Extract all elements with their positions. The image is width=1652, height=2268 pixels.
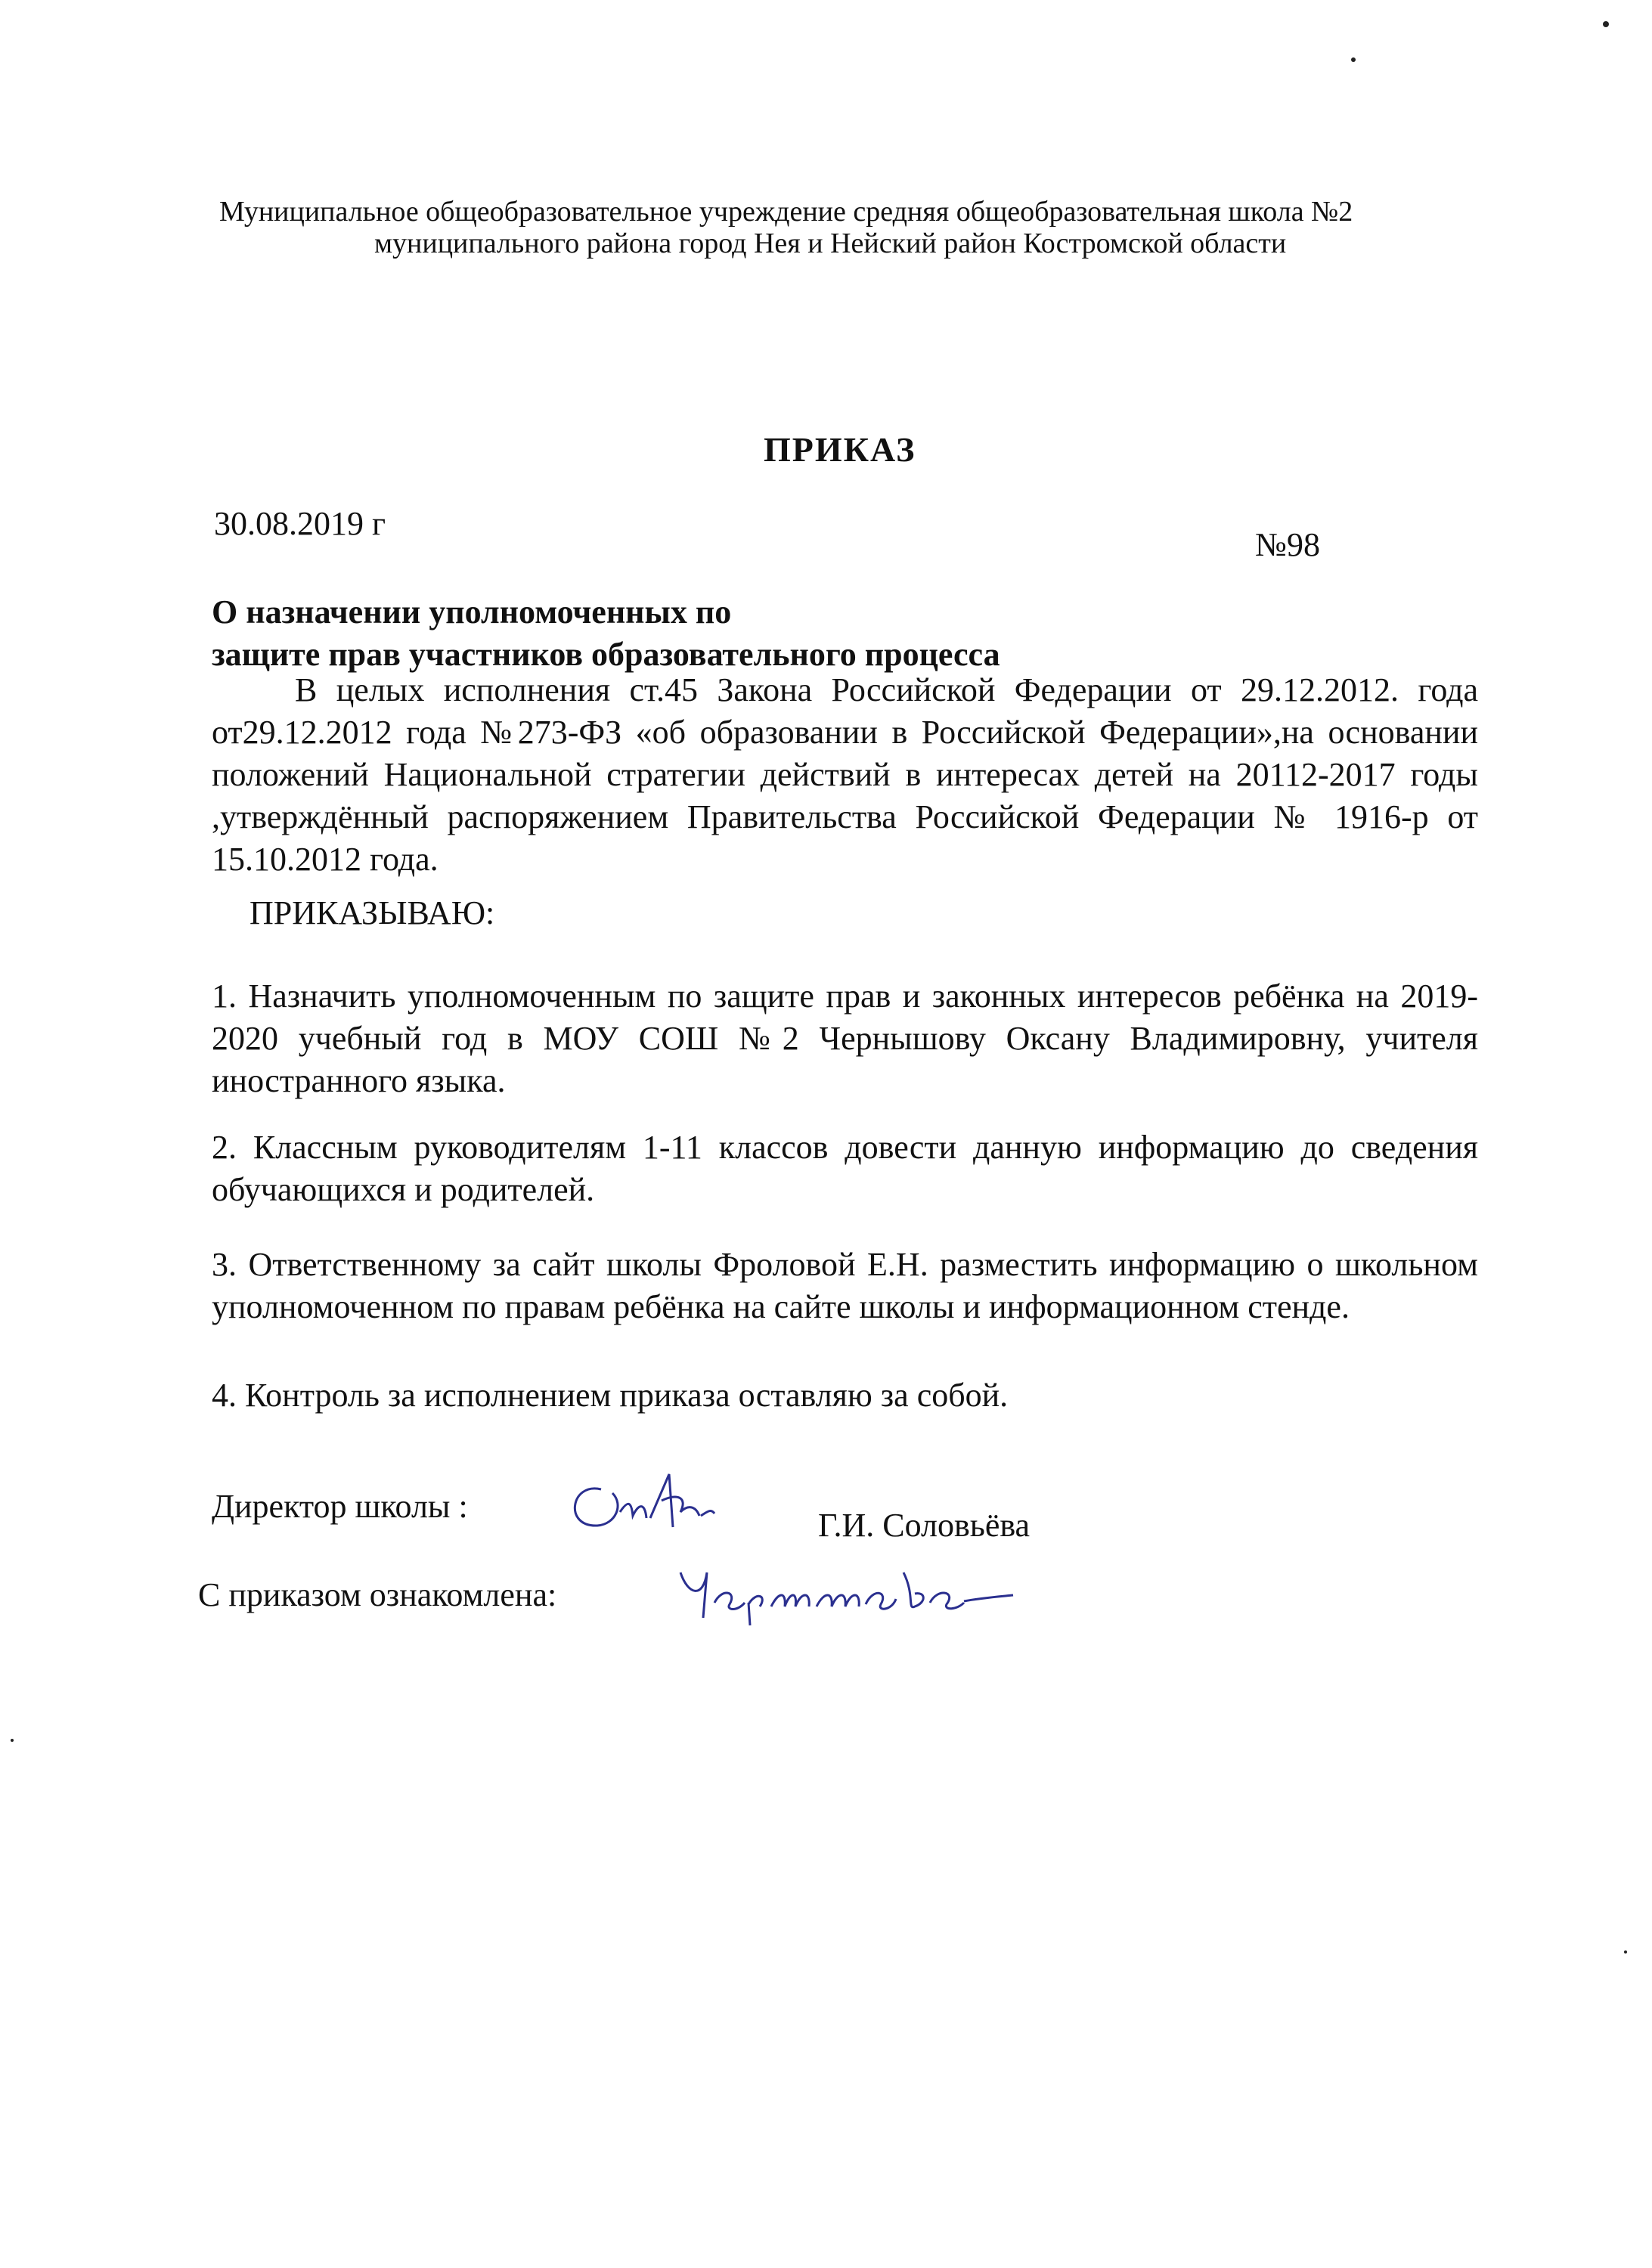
- document-title: ПРИКАЗ: [764, 430, 916, 469]
- document-subject-line-1: О назначении уполномоченных по: [212, 593, 732, 631]
- acquainted-label: С приказом ознакомлена:: [198, 1576, 557, 1613]
- scan-speck: [1351, 57, 1356, 62]
- scan-speck: [11, 1739, 14, 1742]
- order-item-2: 2. Классным руководителям 1-11 классов довести данную информацию до сведения обучающихся и родителей.: [212, 1129, 1478, 1208]
- acquainted-handwriting-image: [665, 1550, 1028, 1633]
- document-preamble: [212, 669, 1478, 881]
- order-item-4: 4. Контроль за исполнением приказа оставляю за собой.: [212, 1377, 1009, 1414]
- order-item-3: 3. Ответственному за сайт школы Фроловой Е.Н. разместить информацию о школьном уполномоченном по правам ребёнка на сайте школы и информационном стенде.: [212, 1246, 1478, 1325]
- director-signature-image: [556, 1459, 752, 1542]
- preamble-text: В целых исполнения ст.45 Закона Российской Федерации от 29.12.2012. года от29.12.2012 года №273-ФЗ «об образовании в Российской Федерации»,на основании положений Национальной стратегии действий в интересах детей на 20112-2017 годы ,утверждённый распоряжением Правительства Российской Федерации № 1916-р от 15.10.2012 года.: [212, 671, 1478, 878]
- document-number: №98: [1255, 526, 1320, 563]
- document-subject-line-2: защите прав участников образовательного процесса: [212, 636, 1000, 673]
- org-name-line-2: муниципального района город Нея и Нейский район Костромской области: [374, 228, 1287, 259]
- scan-speck: [1624, 1950, 1627, 1954]
- director-name: Г.И. Соловьёва: [818, 1507, 1031, 1544]
- order-item-1: 1. Назначить уполномоченным по защите прав и законных интересов ребёнка на 2019-2020 учебный год в МОУ СОШ №2 Чернышову Оксану Владимировну, учителя иностранного языка.: [212, 978, 1478, 1099]
- org-name-line-1: Муниципальное общеобразовательное учреждение средняя общеобразовательная школа №2: [219, 196, 1353, 228]
- document-date: 30.08.2019 г: [214, 505, 386, 542]
- scan-speck: [1603, 21, 1609, 27]
- order-word: ПРИКАЗЫВАЮ:: [250, 894, 495, 931]
- director-label: Директор школы :: [212, 1488, 468, 1525]
